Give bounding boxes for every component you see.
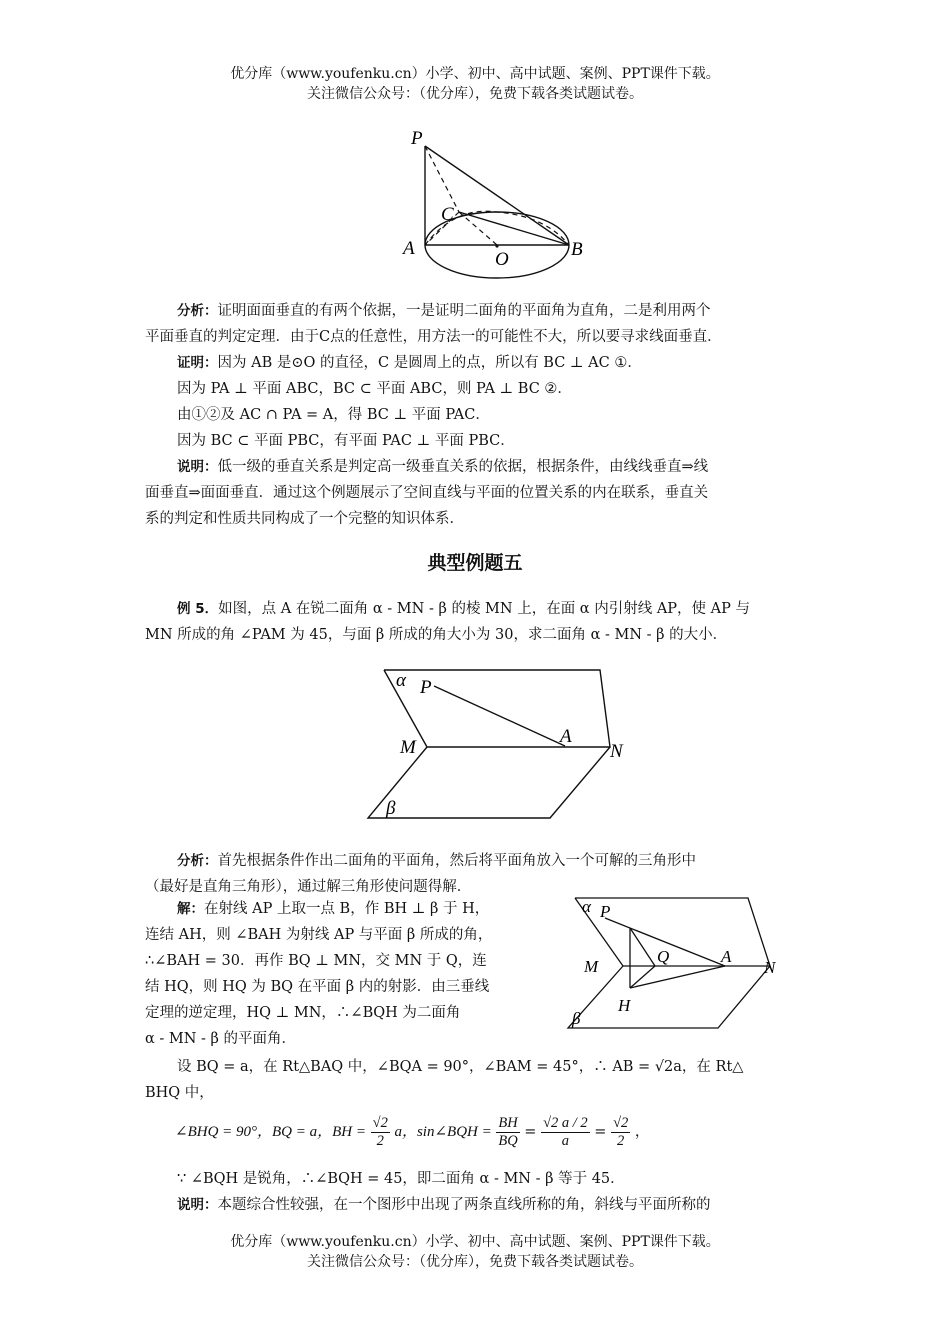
label-M: M (584, 957, 599, 976)
label-N: N (764, 958, 776, 977)
label-P: P (411, 128, 423, 149)
equation-line: ∠BHQ = 90°，BQ = a，BH = $\frac{√2}{2}$ a，sin∠BQH = $\frac{BH}{BQ}$ = $\frac{√2 a / 2}{a}$ = $\frac{√2}{2}$ ， (175, 1114, 650, 1149)
figure-dihedral (360, 660, 640, 825)
label-A: A (560, 726, 572, 747)
section-title: 典型例题五 (427, 552, 523, 574)
header-line-1: 优分库（www.youfenku.cn）小学、初中、高中试题、案例、PPT课件下载。 (230, 66, 720, 82)
label-C: C (441, 204, 454, 225)
label-N: N (610, 741, 623, 762)
solution-line-4: 结 HQ，则 HQ 为 BQ 在平面 β 内的射影．由三垂线 (145, 979, 490, 995)
analysis-1-line-1: 分析：证明面面垂直的有两个依据，一是证明二面角的平面角为直角，二是利用两个 (177, 303, 711, 319)
header-line-2: 关注微信公众号：（优分库），免费下载各类试题试卷。 (307, 86, 643, 102)
label-alpha: α (396, 670, 406, 691)
figure-dihedral-projection (560, 890, 785, 1040)
analysis-2-line-1: 分析：首先根据条件作出二面角的平面角，然后将平面角放入一个可解的三角形中 (177, 853, 696, 869)
label-beta: β (572, 1009, 581, 1028)
note-1-line-3: 系的判定和性质共同构成了一个完整的知识体系． (145, 511, 464, 527)
footer-line-1: 优分库（www.youfenku.cn）小学、初中、高中试题、案例、PPT课件下载。 (230, 1234, 720, 1250)
label-Q: Q (657, 947, 670, 966)
solution-line-8: BHQ 中， (145, 1085, 214, 1101)
label-P: P (420, 677, 432, 698)
footer-line-2: 关注微信公众号：（优分库），免费下载各类试题试卷。 (307, 1254, 643, 1270)
solution-line-5: 定理的逆定理，HQ ⊥ MN，∴∠BQH 为二面角 (145, 1005, 461, 1021)
label-P: P (600, 902, 611, 921)
label-A: A (721, 947, 732, 966)
proof-line-3: 由①②及 AC ∩ PA = A，得 BC ⊥ 平面 PAC． (177, 407, 490, 423)
example-5-line-2: MN 所成的角 ∠PAM 为 45，与面 β 所成的角大小为 30，求二面角 α - MN - β 的大小． (145, 627, 728, 643)
label-M: M (400, 737, 416, 758)
figure-cone (395, 120, 595, 280)
label-A: A (403, 238, 415, 259)
solution-line-3: ∴∠BAH = 30．再作 BQ ⊥ MN，交 MN 于 Q，连 (145, 953, 487, 969)
label-H: H (618, 996, 631, 1015)
solution-line-2: 连结 AH，则 ∠BAH 为射线 AP 与平面 β 所成的角， (145, 927, 493, 943)
solution-line-1: 解：在射线 AP 上取一点 B，作 BH ⊥ β 于 H， (177, 901, 490, 917)
label-B: B (571, 239, 583, 260)
analysis-2-line-2: （最好是直角三角形），通过解三角形使问题得解． (145, 879, 472, 895)
solution-line-6: α - MN - β 的平面角． (145, 1031, 297, 1047)
note-1-line-1: 说明：低一级的垂直关系是判定高一级垂直关系的依据，根据条件，由线线垂直⇒线 (177, 459, 709, 475)
note-2-line-1: 说明：本题综合性较强，在一个图形中出现了两条直线所称的角，斜线与平面所称的 (177, 1197, 711, 1213)
proof-line-2: 因为 PA ⊥ 平面 ABC，BC ⊂ 平面 ABC，则 PA ⊥ BC ②． (177, 381, 572, 397)
label-O: O (495, 249, 509, 270)
example-5-line-1: 例 5．如图，点 A 在锐二面角 α - MN - β 的棱 MN 上，在面 α 内引射线 AP，使 AP 与 (177, 601, 750, 617)
analysis-1-line-2: 平面垂直的判定定理．由于C点的任意性，用方法一的可能性不大，所以要寻求线面垂直． (145, 329, 722, 345)
proof-line-4: 因为 BC ⊂ 平面 PBC，有平面 PAC ⊥ 平面 PBC． (177, 433, 515, 449)
conclusion-line: ∵ ∠BQH 是锐角，∴∠BQH = 45，即二面角 α - MN - β 等于 45． (177, 1171, 625, 1187)
note-1-line-2: 面垂直⇒面面垂直．通过这个例题展示了空间直线与平面的位置关系的内在联系，垂直关 (145, 485, 709, 501)
proof-line-1: 证明：因为 AB 是⊙O 的直径，C 是圆周上的点，所以有 BC ⊥ AC ①． (177, 355, 642, 371)
label-alpha: α (582, 897, 591, 916)
solution-line-7: 设 BQ = a，在 Rt△BAQ 中，∠BQA = 90°，∠BAM = 45°，∴ AB = √2a，在 Rt△ (177, 1059, 744, 1075)
label-beta: β (386, 798, 396, 819)
